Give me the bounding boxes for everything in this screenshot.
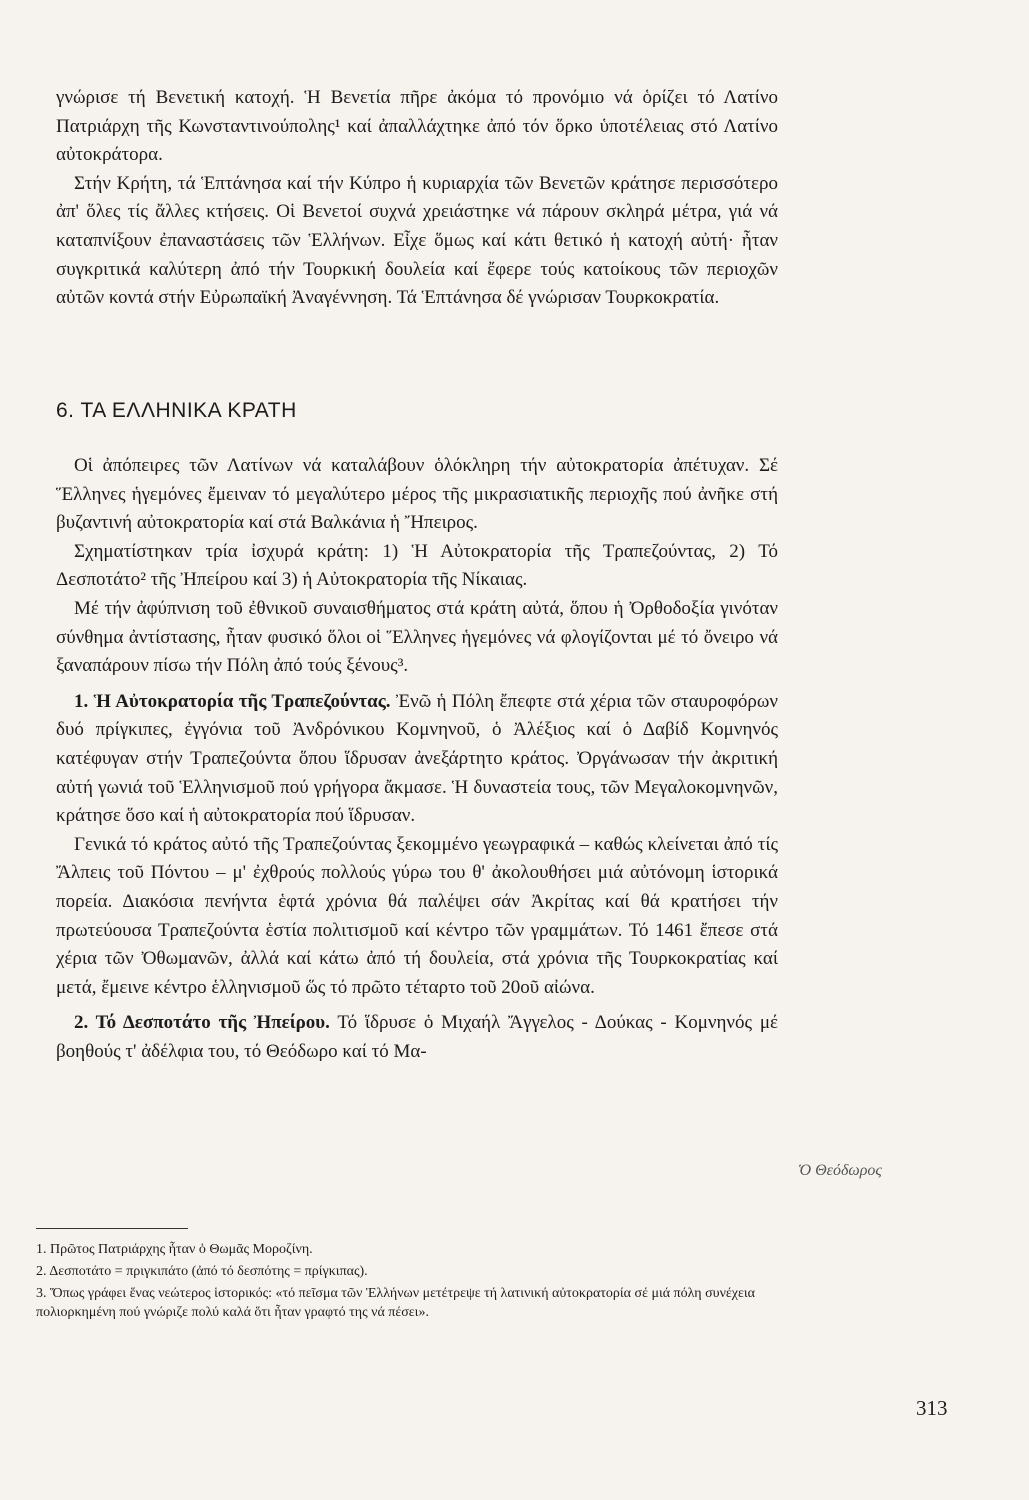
footnotes [36,1240,778,1325]
subsection-heading: 1. Ἡ Αὐτοκρατορία τῆς Τραπεζούντας. [74,690,391,712]
section-paragraph: Μέ τήν ἀφύπνιση τοῦ ἐθνικοῦ συναισθήματος στά κράτη αὐτά, ὅπου ἡ Ὀρθοδοξία γινόταν σύνθημα ἀντίστασης, ἦταν φυσικό ὅλοι οἱ Ἕλληνες ἡγεμόνες νά φλογίζονται μέ τό ὄνειρο νά ξαναπάρουν πίσω τήν Πόλη ἀπό τούς ξένους³. [56,597,778,677]
subsection-text: Ἐνῶ ἡ Πόλη ἔπεφτε στά χέρια τῶν σταυροφόρων δυό πρίγκιπες, ἐγγόνια τοῦ Ἀνδρόνικου Κομνηνοῦ, ὁ Ἀλέξιος καί ὁ Δαβίδ Κομνηνός κατέφυγαν στήν Τραπεζούντα ὅπου ἵδρυσαν ἀνεξάρτητο κράτος. Ὀργάνωσαν τήν ἀκριτική αὐτή γωνιά τοῦ Ἑλληνισμοῦ πού γρήγορα ἄκμασε. Ἡ δυναστεία τους, τῶν Μεγαλοκομνηνῶν, κράτησε ὅσο καί ἡ αὐτοκρατορία πού ἵδρυσαν. [56,690,778,827]
section-body [56,452,778,1066]
subsection-epirus [56,1009,778,1066]
section-title: 6. ΤΑ ΕΛΛΗΝΙΚΑ ΚΡΑΤΗ [56,399,297,422]
page-number: 313 [916,1396,948,1420]
subsection-heading: 2. Τό Δεσποτάτο τῆς Ἠπείρου. [74,1012,330,1034]
subsection-trebizond [56,688,778,831]
margin-note: Ὁ Θεόδωρος [798,1162,882,1179]
section-paragraph: Γενικά τό κράτος αὐτό τῆς Τραπεζούντας ξεκομμένο γεωγραφικά – καθώς κλείνεται ἀπό τίς Ἄλπεις τοῦ Πόντου – μ' ἐχθρούς πολλούς γύρω του θ' ἀκολουθήσει μιά αὐτόνομη ἱστορικά πορεία. Διακόσια πενήντα ἑφτά χρόνια θά παλέψει σάν Ἀκρίτας καί θά κρατήσει τήν πρωτεύουσα Τραπεζούντα ἑστία πολιτισμοῦ καί κέντρο τῶν γραμμάτων. Τό 1461 ἔπεσε στά χέρια τῶν Ὀθωμανῶν, ἀλλά καί κάτω ἀπό τή δουλεία, στά χρόνια τῆς Τουρκοκρατίας καί μετά, ἔμεινε κέντρο ἑλληνισμοῦ ὥς τό πρῶτο τέταρτο τοῦ 20οῦ αἰώνα. [56,833,778,998]
section-paragraph: Οἱ ἀπόπειρες τῶν Λατίνων νά καταλάβουν ὁλόκληρη τήν αὐτοκρατορία ἀπέτυχαν. Σέ Ἕλληνες ἡγεμόνες ἔμειναν τό μεγαλύτερο μέρος τῆς μικρασιατικῆς περιοχῆς πού ἀνῆκε στή βυζαντινή αὐτοκρατορία καί στά Βαλκάνια ἡ Ἤπειρος. [56,455,778,534]
intro-paragraph: Στήν Κρήτη, τά Ἑπτάνησα καί τήν Κύπρο ἡ κυριαρχία τῶν Βενετῶν κράτησε περισσότερο ἀπ' ὅλες τίς ἄλλες κτήσεις. Οἱ Βενετοί συχνά χρειάστηκε νά πάρουν σκληρά μέτρα, γιά νά καταπνίξουν ἐπαναστάσεις τῶν Ἑλλήνων. Εἶχε ὅμως καί κάτι θετικό ἡ κατοχή αὐτή· ἦταν συγκριτικά καλύτερη ἀπό τήν Τουρκική δουλεία καί ἔφερε τούς κατοίκους τῶν περιοχῶν αὐτῶν κοντά στήν Εὐρωπαϊκή Ἀναγέννηση. Τά Ἑπτάνησα δέ γνώρισαν Τουρκοκρατία. [56,172,778,309]
footnote: 2. Δεσποτάτο = πριγκιπάτο (ἀπό τό δεσπότης = πρίγκιπας). [36,1264,368,1279]
intro-text [56,84,778,313]
section-paragraph: Σχηματίστηκαν τρία ἰσχυρά κράτη: 1) Ἡ Αὐτοκρατορία τῆς Τραπεζούντας, 2) Τό Δεσποτάτο² τῆς Ἠπείρου καί 3) ἡ Αὐτοκρατορία τῆς Νίκαιας. [56,540,778,591]
footnote: 3. Ὅπως γράφει ἕνας νεώτερος ἱστορικός: «τό πεῖσμα τῶν Ἑλλήνων μετέτρεψε τή λατινική αὐτοκρατορία σέ μιά πόλη συνέχεια πολιορκημένη πού γνώριζε πολύ καλά ὅτι ἦταν γραφτό της νά πέσει». [36,1286,755,1320]
intro-paragraph: γνώρισε τή Βενετική κατοχή. Ἡ Βενετία πῆρε ἀκόμα τό προνόμιο νά ὁρίζει τό Λατίνο Πατριάρχη τῆς Κωνσταντινούπολης¹ καί ἀπαλλάχτηκε ἀπό τόν ὅρκο ὑποτέλειας στό Λατίνο αὐτοκράτορα. [56,87,778,166]
subsection-text: Τό ἵδρυσε ὁ Μιχαήλ Ἄγγελος - Δούκας - Κομνηνός μέ βοηθούς τ' ἀδέλφια του, τό Θεόδωρο καί τό Μα- [56,1012,778,1062]
footnote-divider [36,1228,188,1229]
footnote: 1. Πρῶτος Πατριάρχης ἦταν ὁ Θωμᾶς Μοροζίνη. [36,1242,313,1257]
